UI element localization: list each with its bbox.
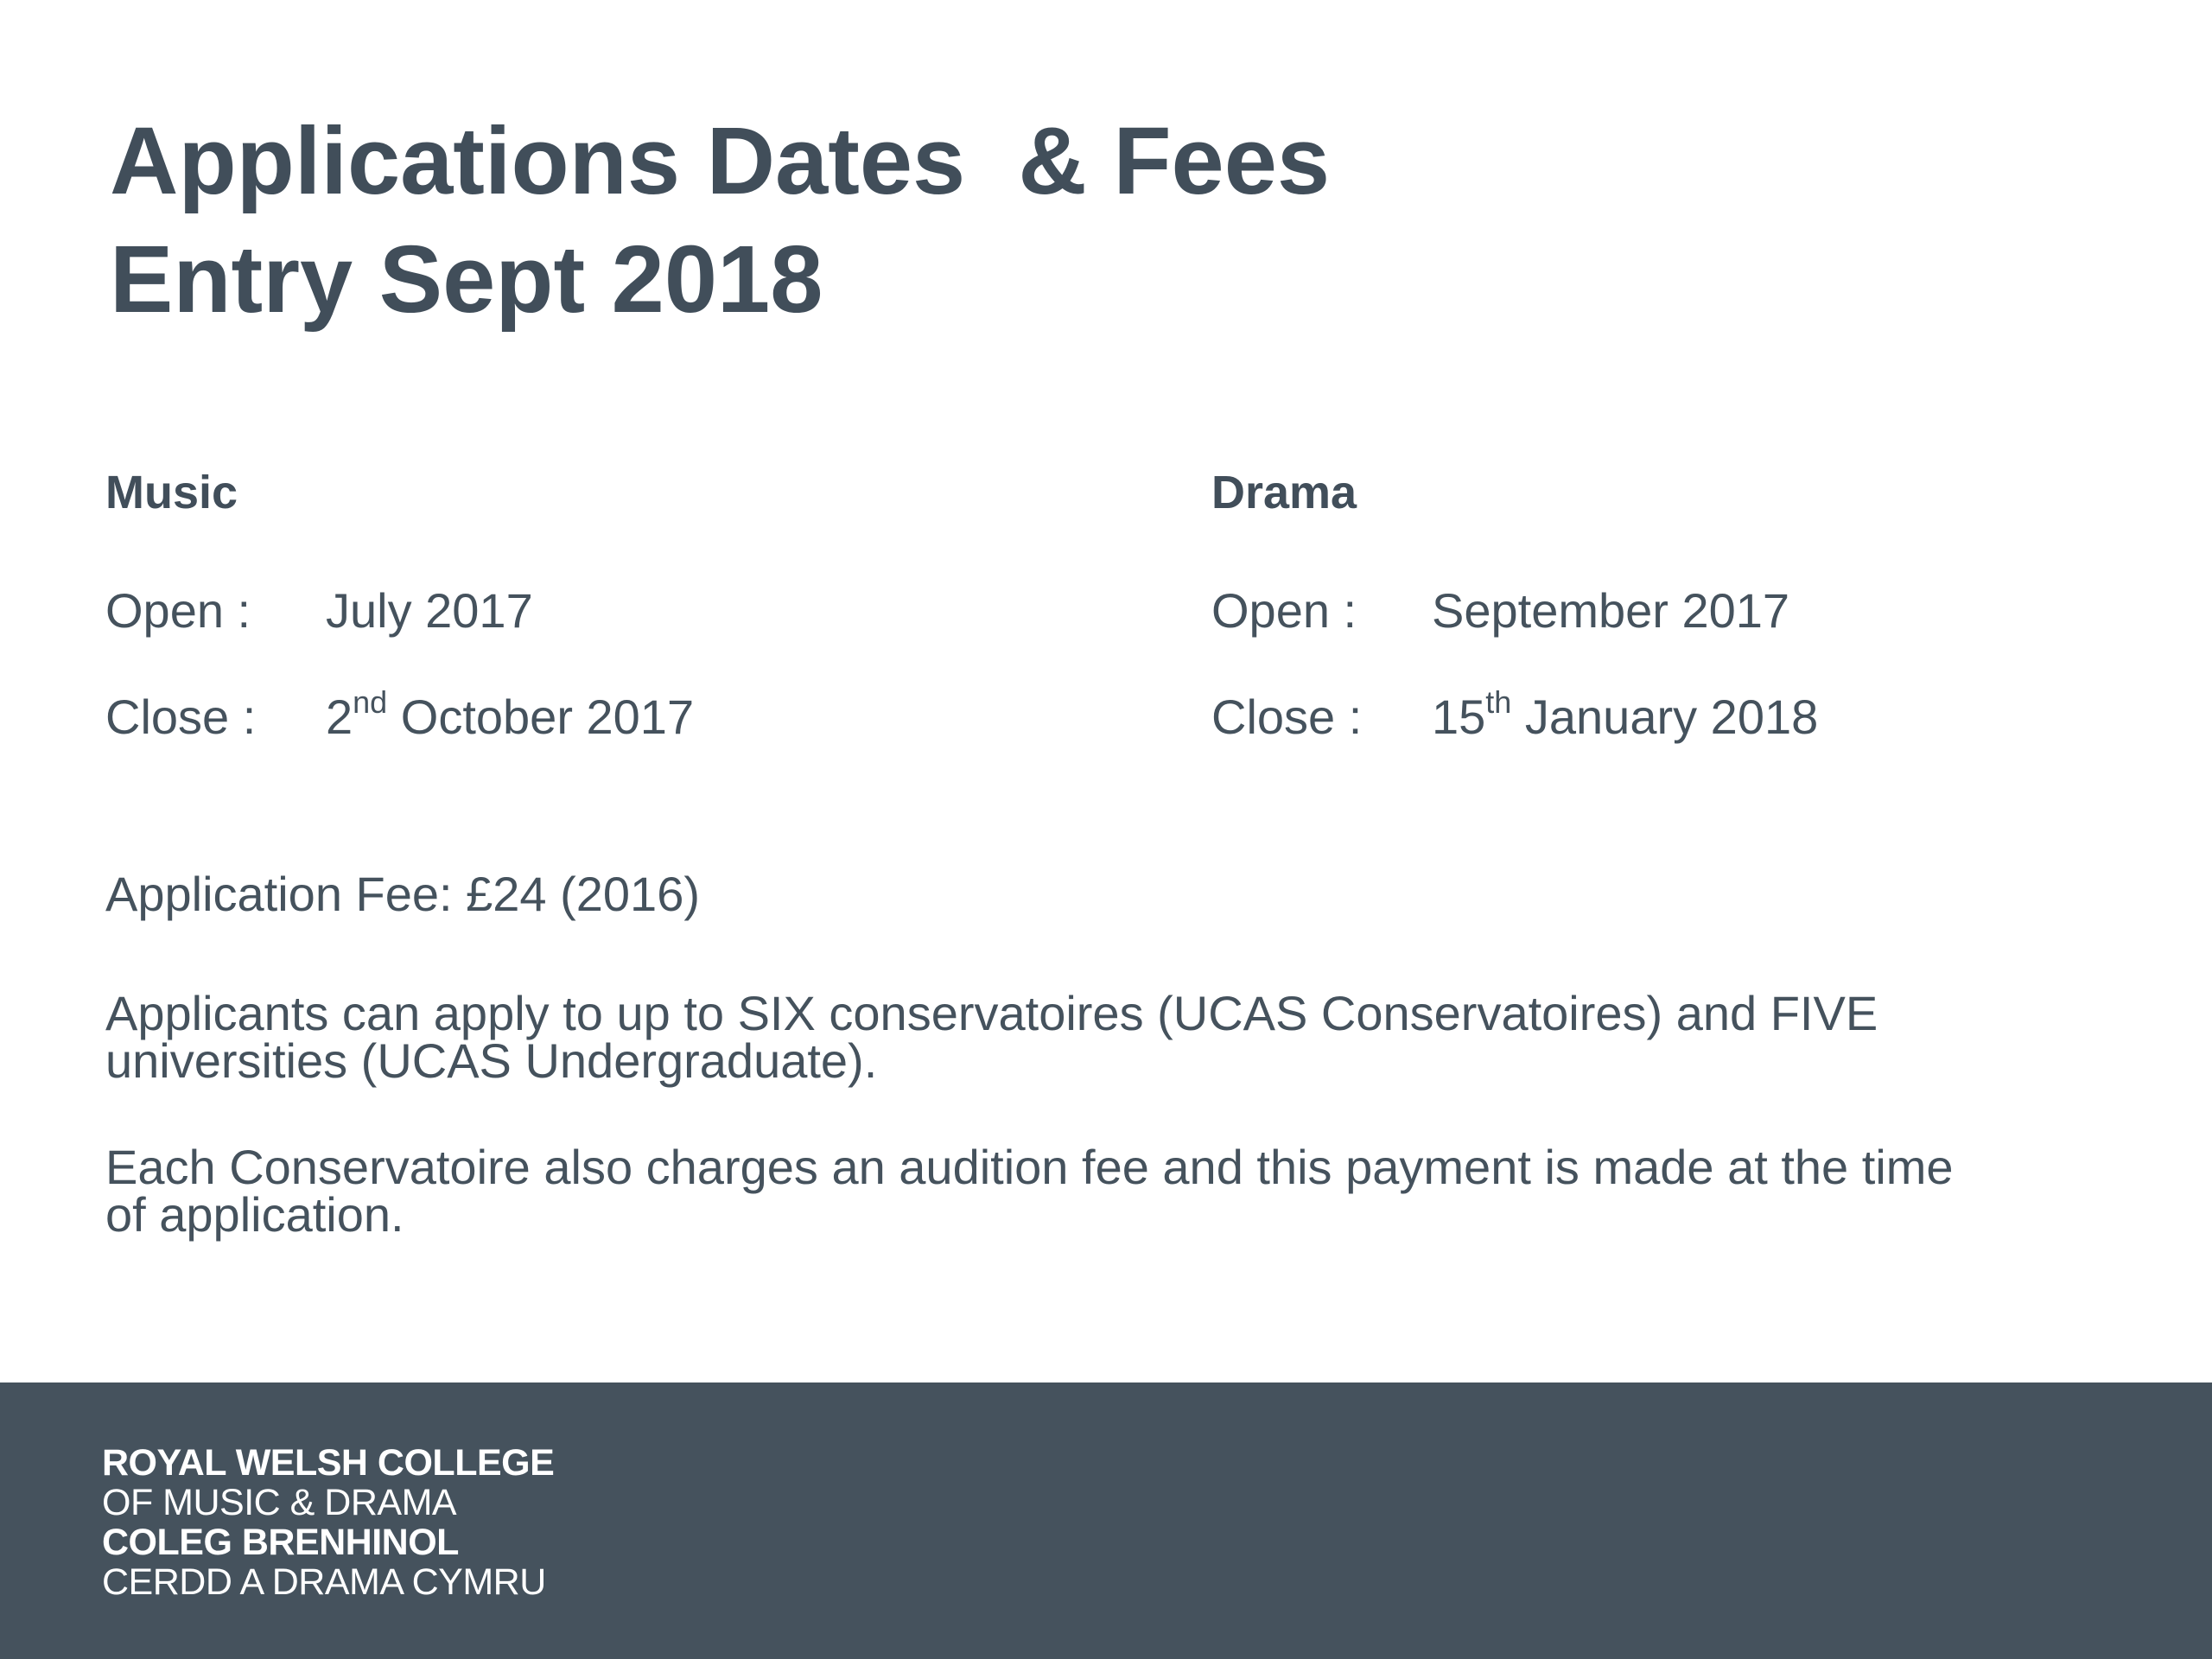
drama-close-month-year: January 2018 <box>1511 690 1819 744</box>
drama-close-row <box>1211 684 1819 747</box>
drama-section <box>1211 462 1819 747</box>
music-close-value <box>326 684 695 747</box>
music-close-ordinal: nd <box>353 684 388 721</box>
drama-open-label: Open : <box>1211 583 1357 638</box>
drama-close-value <box>1432 684 1819 747</box>
logo-line-2: OF MUSIC & DRAMA <box>102 1482 457 1523</box>
music-open-value: July 2017 <box>326 583 533 638</box>
college-logo <box>102 1443 554 1602</box>
music-section <box>105 462 695 747</box>
music-heading: Music <box>105 467 238 518</box>
drama-open-row <box>1211 581 1790 641</box>
footer-bar <box>0 1382 2212 1659</box>
music-close-month-year: October 2017 <box>387 690 695 744</box>
music-close-label: Close : <box>105 690 257 744</box>
music-open-row <box>105 581 533 641</box>
title-line-2: Entry Sept 2018 <box>110 226 823 333</box>
apply-limit-paragraph: Applicants can apply to up to SIX conservatoires (UCAS Conservatoires) and FIVE universities (UCAS Undergraduate). <box>105 986 1878 1088</box>
title-line-1: Applications Dates & Fees <box>110 108 1331 214</box>
drama-close-label: Close : <box>1211 690 1363 744</box>
music-close-row <box>105 684 695 747</box>
page-title <box>110 102 1330 339</box>
drama-close-day: 15 <box>1432 690 1486 744</box>
drama-close-ordinal: th <box>1485 684 1512 721</box>
logo-line-4: CERDD A DRAMA CYMRU <box>102 1561 546 1603</box>
drama-open-value: September 2017 <box>1432 583 1790 638</box>
application-fee: Application Fee: £24 (2016) <box>105 867 700 921</box>
audition-fee-paragraph: Each Conservatoire also charges an audition fee and this payment is made at the time of application. <box>105 1140 1954 1242</box>
drama-heading: Drama <box>1211 467 1357 518</box>
music-open-label: Open : <box>105 583 251 638</box>
music-close-day: 2 <box>326 690 353 744</box>
logo-line-3: COLEG BRENHINOL <box>102 1522 459 1563</box>
logo-line-1: ROYAL WELSH COLLEGE <box>102 1442 555 1484</box>
